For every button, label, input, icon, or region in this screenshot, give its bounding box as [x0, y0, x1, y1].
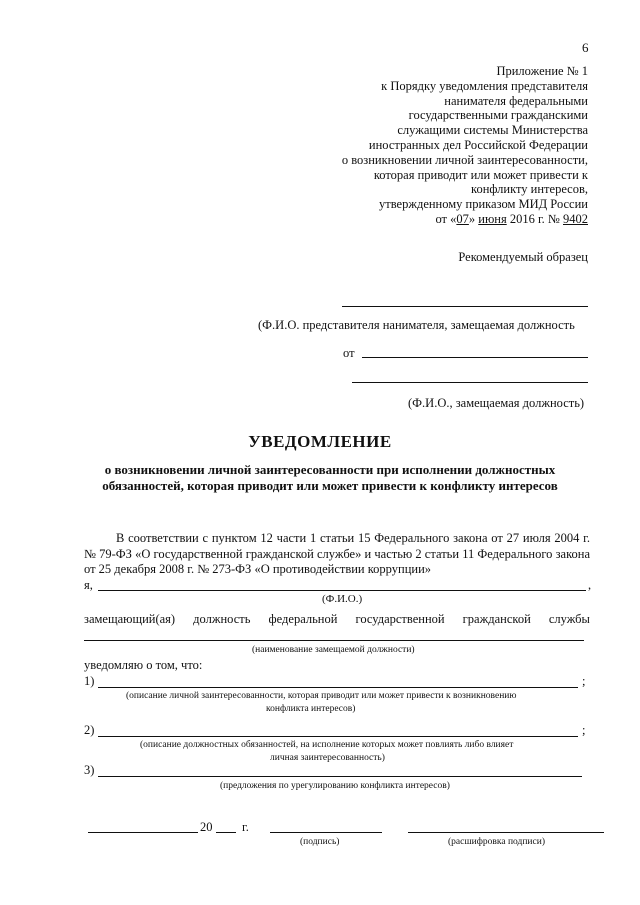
- item-caption: (описание должностных обязанностей, на исполнение которых может повлиять либо влияет: [140, 740, 514, 750]
- item-line: [98, 736, 578, 737]
- decode-caption: (расшифровка подписи): [448, 837, 545, 847]
- order-date-line: от «07» июня 2016 г. № 9402: [435, 211, 588, 226]
- item-line: [98, 687, 578, 688]
- signature-year: 20: [200, 820, 213, 834]
- appendix-line: утвержденному приказом МИД России: [378, 197, 588, 212]
- position-caption: (наименование замещаемой должности): [252, 645, 415, 655]
- signature-caption: (подпись): [300, 837, 340, 847]
- fio-caption: (Ф.И.О.): [322, 593, 363, 605]
- fio-line: [98, 590, 586, 591]
- order-number: 9402: [563, 211, 588, 226]
- body-paragraph: В соответствии с пунктом 12 части 1 статьи 15 Федерального закона от 27 июля 2004 г. № 79-ФЗ «О государственной гражданской службе» и частью 2 статьи 11 Федерального закона от 25 декабря 2008 г. № 273-ФЗ «О противодействии коррупции»: [84, 531, 590, 576]
- appendix-block: [268, 64, 588, 227]
- decode-line: [408, 832, 604, 833]
- from-line: [362, 357, 588, 358]
- appendix-line: государственными гражданскими: [408, 108, 588, 123]
- appendix-line: конфликту интересов,: [471, 182, 588, 197]
- year-line: [216, 832, 236, 833]
- order-month: июня: [478, 211, 507, 226]
- recommended-sample: Рекомендуемый образец: [458, 250, 588, 264]
- from-label: от: [343, 346, 355, 360]
- position-line-text: замещающий(ая) должность федеральной государственной гражданской службы: [84, 612, 590, 626]
- appendix-line: иностранных дел Российской Федерации: [368, 137, 588, 152]
- document-subtitle: о возникновении личной заинтересованности при исполнении должностных обязанностей, которая приводит или может привести к конфликту интересов: [102, 462, 558, 493]
- appendix-line: к Порядку уведомления представителя: [381, 78, 588, 93]
- item-number: 2): [84, 723, 95, 737]
- appendix-line: нанимателя федеральными: [444, 93, 588, 108]
- appendix-line: которая приводит или может привести к: [373, 167, 588, 182]
- notify-text: уведомляю о том, что:: [84, 658, 203, 672]
- addressee-line: [342, 306, 588, 307]
- sender-line: [352, 382, 588, 383]
- signature-line: [270, 832, 382, 833]
- item-number: 1): [84, 674, 95, 688]
- date-line: [88, 832, 198, 833]
- item-number: 3): [84, 763, 95, 777]
- appendix-line: о возникновении личной заинтересованности,: [341, 152, 588, 167]
- appendix-line: служащими системы Министерства: [397, 123, 588, 138]
- item-caption: (предложения по урегулированию конфликта интересов): [220, 781, 450, 791]
- item-caption: (описание личной заинтересованности, которая приводит или может привести к возникновению: [126, 691, 517, 701]
- sender-caption: (Ф.И.О., замещаемая должность): [408, 396, 585, 410]
- page-number: 6: [582, 40, 589, 55]
- signature-year-suffix: г.: [242, 820, 249, 834]
- i-label: я,: [84, 578, 93, 592]
- addressee-caption: (Ф.И.О. представителя нанимателя, замещаемая должность: [258, 318, 575, 332]
- appendix-line: Приложение № 1: [496, 64, 588, 78]
- order-day: 07: [456, 211, 469, 226]
- document-title: УВЕДОМЛЕНИЕ: [248, 432, 392, 451]
- item-caption: конфликта интересов): [266, 704, 356, 714]
- item-line: [98, 776, 582, 777]
- position-line: [84, 640, 584, 641]
- item-caption: личная заинтересованность): [270, 753, 385, 763]
